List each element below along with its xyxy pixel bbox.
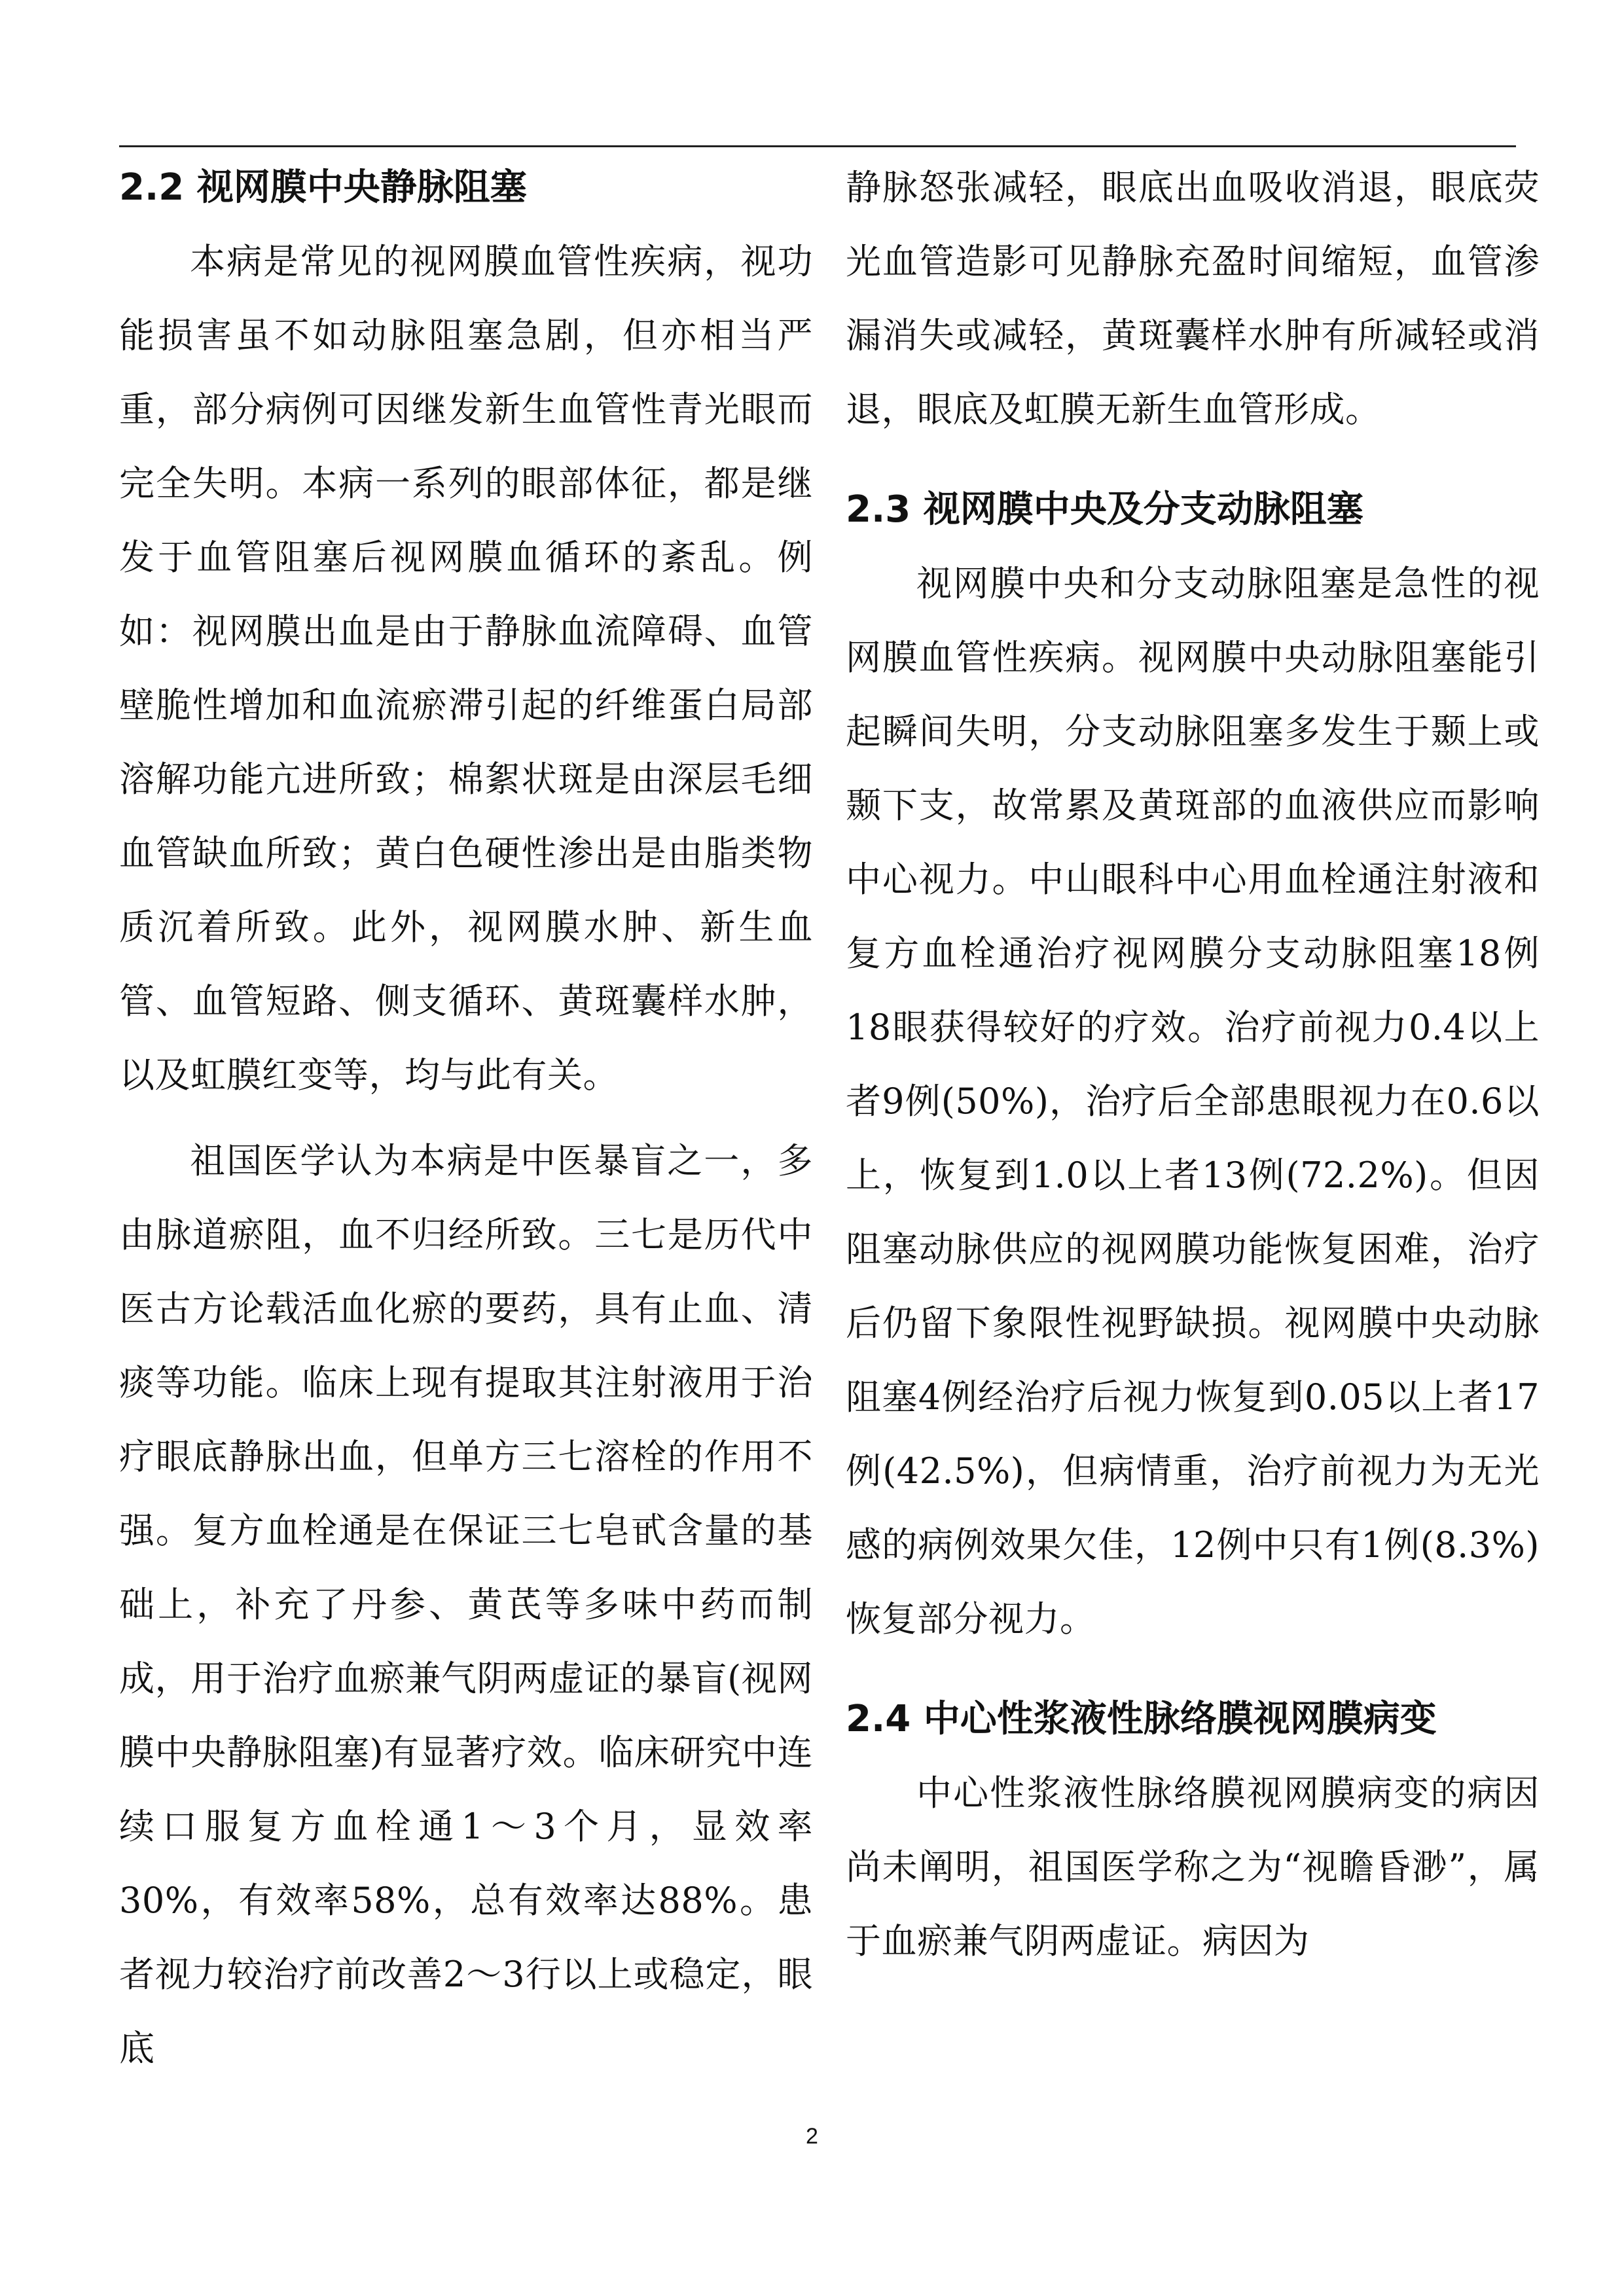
section-2-3-paragraph-1: 视网膜中央和分支动脉阻塞是急性的视网膜血管性疾病。视网膜中央动脉阻塞能引起瞬间失明，分支动脉阻塞多发生于颞上或颞下支，故常累及黄斑部的血液供应而影响中心视力。中山眼科中心用血栓通注射液和复方血栓通治疗视网膜分支动脉阻塞18例18眼获得较好的疗效。治疗前视力0.4以上者9例(50%)，治疗后全部患眼视力在0.6以上，恢复到1.0以上者13例(72.2%)。但因阻塞动脉供应的视网膜功能恢复困难，治疗后仍留下象限性视野缺损。视网膜中央动脉阻塞4例经治疗后视力恢复到0.05以上者17例(42.5%)，但病情重，治疗前视力为无光感的病例效果欠佳，12例中只有1例(8.3%)恢复部分视力。 xyxy=(846,563,1540,1640)
section-2-2-paragraph-1: 本病是常见的视网膜血管性疾病，视功能损害虽不如动脉阻塞急剧，但亦相当严重，部分病例可因继发新生血管性青光眼而完全失明。本病一系列的眼部体征，都是继发于血管阻塞后视网膜血循环的紊乱。例如：视网膜出血是由于静脉血流障碍、血管壁脆性增加和血流瘀滞引起的纤维蛋白局部溶解功能亢进所致；棉絮状斑是由深层毛细血管缺血所致；黄白色硬性渗出是由脂类物质沉着所致。此外，视网膜水肿、新生血管、血管短路、侧支循环、黄斑囊样水肿，以及虹膜红变等，均与此有关。 xyxy=(119,241,813,1096)
continued-paragraph: 静脉怒张减轻，眼底出血吸收消退，眼底荧光血管造影可见静脉充盈时间缩短，血管渗漏消失或减轻，黄斑囊样水肿有所减轻或消退，眼底及虹膜无新生血管形成。 xyxy=(846,167,1540,430)
section-2-4-paragraph-1: 中心性浆液性脉络膜视网膜病变的病因尚未阐明，祖国医学称之为“视瞻昏渺”，属于血瘀兼气阴两虚证。病因为 xyxy=(846,1772,1540,1962)
section-2-4-heading: 2.4 中心性浆液性脉络膜视网膜病变 xyxy=(846,1698,1437,1740)
section-2-2-paragraph-2: 祖国医学认为本病是中医暴盲之一，多由脉道瘀阻，血不归经所致。三七是历代中医古方论载活血化瘀的要药，具有止血、清痰等功能。临床上现有提取其注射液用于治疗眼底静脉出血，但单方三七溶栓的作用不强。复方血栓通是在保证三七皂甙含量的基础上，补充了丹参、黄芪等多味中药而制成，用于治疗血瘀兼气阴两虚证的暴盲(视网膜中央静脉阻塞)有显著疗效。临床研究中连续口服复方血栓通1～3个月，显效率30%，有效率58%，总有效率达88%。患者视力较治疗前改善2～3行以上或稳定，眼底 xyxy=(119,1140,813,2069)
section-2-2-heading: 2.2 视网膜中央静脉阻塞 xyxy=(119,166,527,209)
left-column xyxy=(119,151,813,2114)
section-2-3-heading: 2.3 视网膜中央及分支动脉阻塞 xyxy=(846,488,1363,531)
header-rule xyxy=(119,145,1516,147)
right-column xyxy=(846,151,1540,2114)
page-number: 2 xyxy=(806,2124,818,2149)
